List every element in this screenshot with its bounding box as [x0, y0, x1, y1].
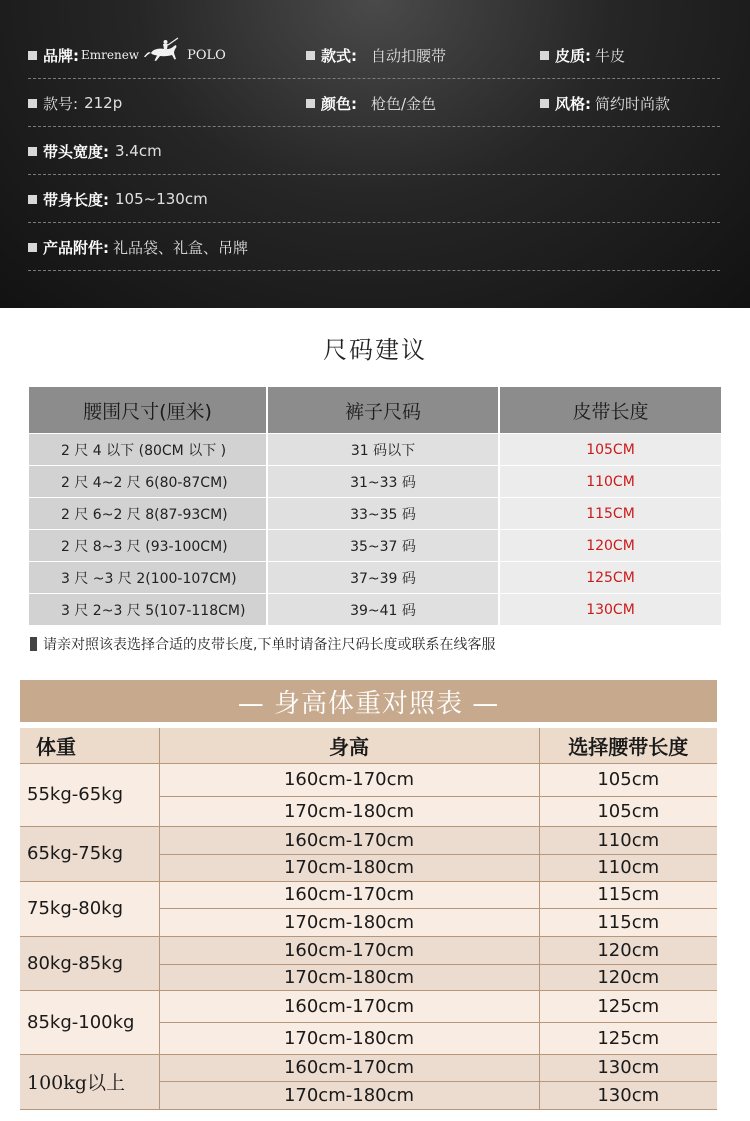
hw-belt-cell: 125cm	[539, 1022, 717, 1054]
spec-color-value: 枪色/金色	[371, 94, 437, 113]
hw-height-cell: 170cm-180cm	[159, 964, 539, 990]
size-advice-note	[30, 634, 495, 654]
bullet-square-icon	[306, 51, 315, 60]
spec-accessories-value: 礼品袋、礼盒、吊牌	[113, 238, 249, 257]
brand-logo-text-right: POLO	[187, 47, 226, 63]
spec-design-label: 风格:	[555, 94, 591, 113]
spec-accessories	[28, 237, 248, 257]
hw-row	[20, 826, 717, 854]
hw-belt-cell: 115cm	[539, 881, 717, 908]
size-pants-cell: 39~41 码	[268, 593, 500, 625]
spec-model-label: 款号:	[43, 94, 79, 113]
spec-row-model	[28, 79, 720, 127]
polo-horse-rider-icon	[143, 37, 183, 67]
hw-row	[20, 936, 717, 964]
hw-height-cell: 160cm-170cm	[159, 826, 539, 854]
size-advice-table	[29, 387, 721, 625]
spec-design	[540, 93, 670, 113]
size-belt-cell: 120CM	[500, 529, 721, 561]
spec-style-label: 款式:	[321, 46, 357, 65]
hw-height-cell: 170cm-180cm	[159, 908, 539, 936]
size-header-waist: 腰围尺寸(厘米)	[29, 387, 268, 433]
bullet-square-icon	[540, 51, 549, 60]
hw-belt-cell: 125cm	[539, 990, 717, 1022]
hw-height-cell: 170cm-180cm	[159, 1081, 539, 1109]
size-table-row	[29, 497, 721, 529]
hw-belt-cell: 110cm	[539, 854, 717, 881]
hw-belt-cell: 130cm	[539, 1054, 717, 1081]
hw-height-cell: 170cm-180cm	[159, 1022, 539, 1054]
hw-height-cell: 160cm-170cm	[159, 763, 539, 796]
spec-row-buckle-width	[28, 127, 720, 175]
spec-belt-length	[28, 189, 208, 209]
bullet-square-icon	[28, 243, 37, 252]
spec-accessories-label: 产品附件:	[43, 238, 109, 257]
spec-brand	[28, 45, 226, 65]
size-pants-cell: 31 码以下	[268, 433, 500, 465]
hw-weight-cell: 85kg-100kg	[20, 990, 159, 1054]
height-weight-title: — 身高体重对照表 —	[237, 688, 500, 719]
hw-height-cell: 160cm-170cm	[159, 1054, 539, 1081]
hw-row	[20, 1054, 717, 1081]
size-header-pants: 裤子尺码	[268, 387, 500, 433]
hw-header-belt-length: 选择腰带长度	[539, 728, 717, 763]
size-table-row	[29, 529, 721, 561]
spec-buckle-width	[28, 141, 162, 161]
size-table-row	[29, 465, 721, 497]
spec-buckle-width-label: 带头宽度:	[43, 142, 109, 161]
size-pants-cell: 35~37 码	[268, 529, 500, 561]
bullet-square-icon	[28, 147, 37, 156]
spec-model-value: 212p	[84, 94, 123, 112]
height-weight-table	[20, 728, 717, 1110]
hw-weight-cell: 55kg-65kg	[20, 763, 159, 826]
hw-weight-cell: 100kg以上	[20, 1054, 159, 1109]
spec-buckle-width-value: 3.4cm	[115, 142, 162, 160]
size-belt-cell: 115CM	[500, 497, 721, 529]
spec-material	[540, 45, 625, 65]
size-table-row	[29, 593, 721, 625]
spec-style	[306, 45, 446, 65]
hw-row	[20, 990, 717, 1022]
hw-header-weight: 体重	[20, 728, 159, 763]
size-belt-cell: 105CM	[500, 433, 721, 465]
bullet-square-icon	[28, 99, 37, 108]
height-weight-banner	[20, 680, 717, 722]
size-table-header-row	[29, 387, 721, 433]
size-waist-cell: 2 尺 4~2 尺 6(80-87CM)	[29, 465, 268, 497]
hw-header-height: 身高	[159, 728, 539, 763]
size-header-belt-length: 皮带长度	[500, 387, 721, 433]
spec-row-accessories	[28, 223, 720, 271]
hw-height-cell: 160cm-170cm	[159, 990, 539, 1022]
size-pants-cell: 33~35 码	[268, 497, 500, 529]
hw-height-cell: 160cm-170cm	[159, 936, 539, 964]
size-waist-cell: 3 尺 ~3 尺 2(100-107CM)	[29, 561, 268, 593]
size-pants-cell: 31~33 码	[268, 465, 500, 497]
bullet-square-icon	[28, 195, 37, 204]
hw-belt-cell: 115cm	[539, 908, 717, 936]
hw-height-cell: 170cm-180cm	[159, 854, 539, 881]
spec-model	[28, 93, 122, 113]
hw-belt-cell: 130cm	[539, 1081, 717, 1109]
spec-material-label: 皮质:	[555, 46, 591, 65]
size-pants-cell: 37~39 码	[268, 561, 500, 593]
brand-logo-text-left: Emrenew	[81, 48, 140, 62]
size-advice-title: 尺码建议	[323, 336, 427, 364]
size-belt-cell: 110CM	[500, 465, 721, 497]
bullet-square-icon	[306, 99, 315, 108]
brand-logo	[81, 43, 226, 67]
hw-belt-cell: 120cm	[539, 964, 717, 990]
hw-header-row	[20, 728, 717, 763]
size-table-row	[29, 561, 721, 593]
hw-weight-cell: 75kg-80kg	[20, 881, 159, 936]
size-belt-cell: 130CM	[500, 593, 721, 625]
size-advice-note-text: 请亲对照该表选择合适的皮带长度,下单时请备注尺码长度或联系在线客服	[43, 637, 496, 653]
note-bar-icon	[30, 637, 37, 651]
size-waist-cell: 2 尺 4 以下 (80CM 以下 )	[29, 433, 268, 465]
hw-height-cell: 170cm-180cm	[159, 796, 539, 826]
hw-row	[20, 881, 717, 908]
bullet-square-icon	[540, 99, 549, 108]
size-belt-cell: 125CM	[500, 561, 721, 593]
size-waist-cell: 2 尺 6~2 尺 8(87-93CM)	[29, 497, 268, 529]
size-waist-cell: 2 尺 8~3 尺 (93-100CM)	[29, 529, 268, 561]
product-spec-panel	[0, 0, 750, 308]
spec-brand-label: 品牌:	[43, 46, 79, 65]
spec-row-belt-length	[28, 175, 720, 223]
spec-color	[306, 93, 436, 113]
spec-belt-length-label: 带身长度:	[43, 190, 109, 209]
hw-belt-cell: 110cm	[539, 826, 717, 854]
hw-height-cell: 160cm-170cm	[159, 881, 539, 908]
hw-belt-cell: 105cm	[539, 796, 717, 826]
spec-belt-length-value: 105~130cm	[115, 190, 208, 208]
bullet-square-icon	[28, 51, 37, 60]
hw-belt-cell: 120cm	[539, 936, 717, 964]
spec-color-label: 颜色:	[321, 94, 357, 113]
hw-belt-cell: 105cm	[539, 763, 717, 796]
spec-style-value: 自动扣腰带	[371, 46, 447, 65]
spec-design-value: 简约时尚款	[595, 94, 671, 113]
size-table-row	[29, 433, 721, 465]
size-waist-cell: 3 尺 2~3 尺 5(107-118CM)	[29, 593, 268, 625]
hw-row	[20, 763, 717, 796]
spec-material-value: 牛皮	[595, 46, 626, 65]
spec-row-brand	[28, 31, 720, 79]
hw-weight-cell: 65kg-75kg	[20, 826, 159, 881]
hw-weight-cell: 80kg-85kg	[20, 936, 159, 990]
